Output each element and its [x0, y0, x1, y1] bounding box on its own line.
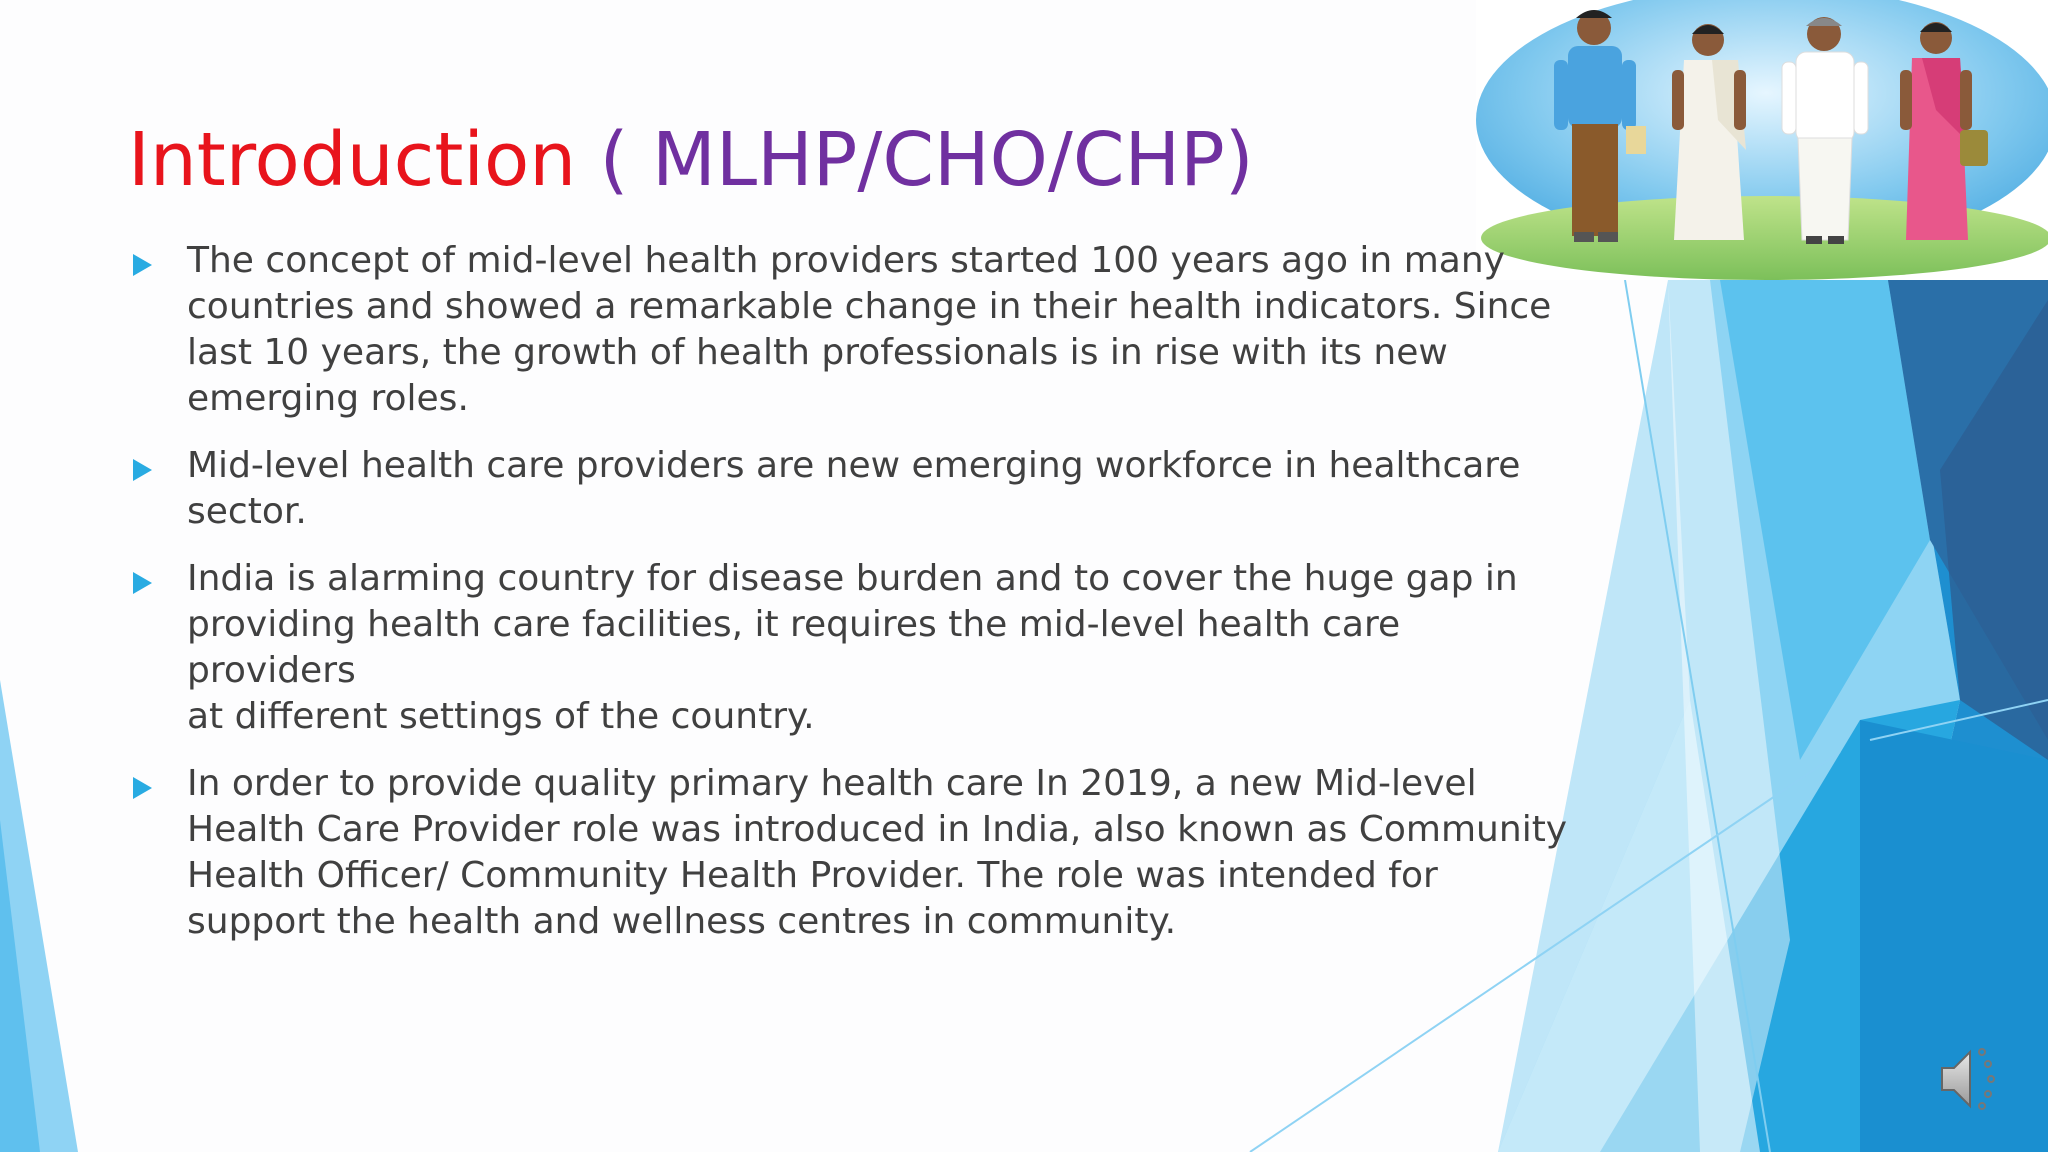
- bullet-text: The concept of mid-level health providers started 100 years ago in many countries and showed a remarkable change in their health indicators. Since last 10 years, the growth of health professionals is in rise with its new emerging roles.: [187, 240, 1552, 419]
- bullet-arrow-icon: [133, 572, 152, 594]
- title-main: Introduction: [128, 117, 577, 203]
- bullet-arrow-icon: [133, 777, 152, 799]
- bullet-list: [130, 238, 1570, 966]
- title-subtitle: ( MLHP/CHO/CHP): [599, 117, 1254, 203]
- bullet-arrow-icon: [133, 254, 152, 276]
- slide-title: [128, 106, 1254, 214]
- bullet-arrow-icon: [133, 459, 152, 481]
- bullet-text: India is alarming country for disease burden and to cover the huge gap in providing health care facilities, it requires the mid-level health care providers at different settings of the country.: [187, 558, 1518, 737]
- bullet-item: [130, 556, 1570, 740]
- bullet-text: Mid-level health care providers are new emerging workforce in healthcare sector.: [187, 445, 1521, 532]
- bullet-item: [130, 761, 1570, 945]
- bullet-item: [130, 238, 1570, 422]
- bullet-text: In order to provide quality primary health care In 2019, a new Mid-level Health Care Provider role was introduced in India, also known as Community Health Officer/ Community Health Provider. The role was intended for support the health and wellness centres in community.: [187, 763, 1568, 942]
- bullet-item: [130, 443, 1570, 535]
- speaker-icon[interactable]: [1938, 1044, 2000, 1114]
